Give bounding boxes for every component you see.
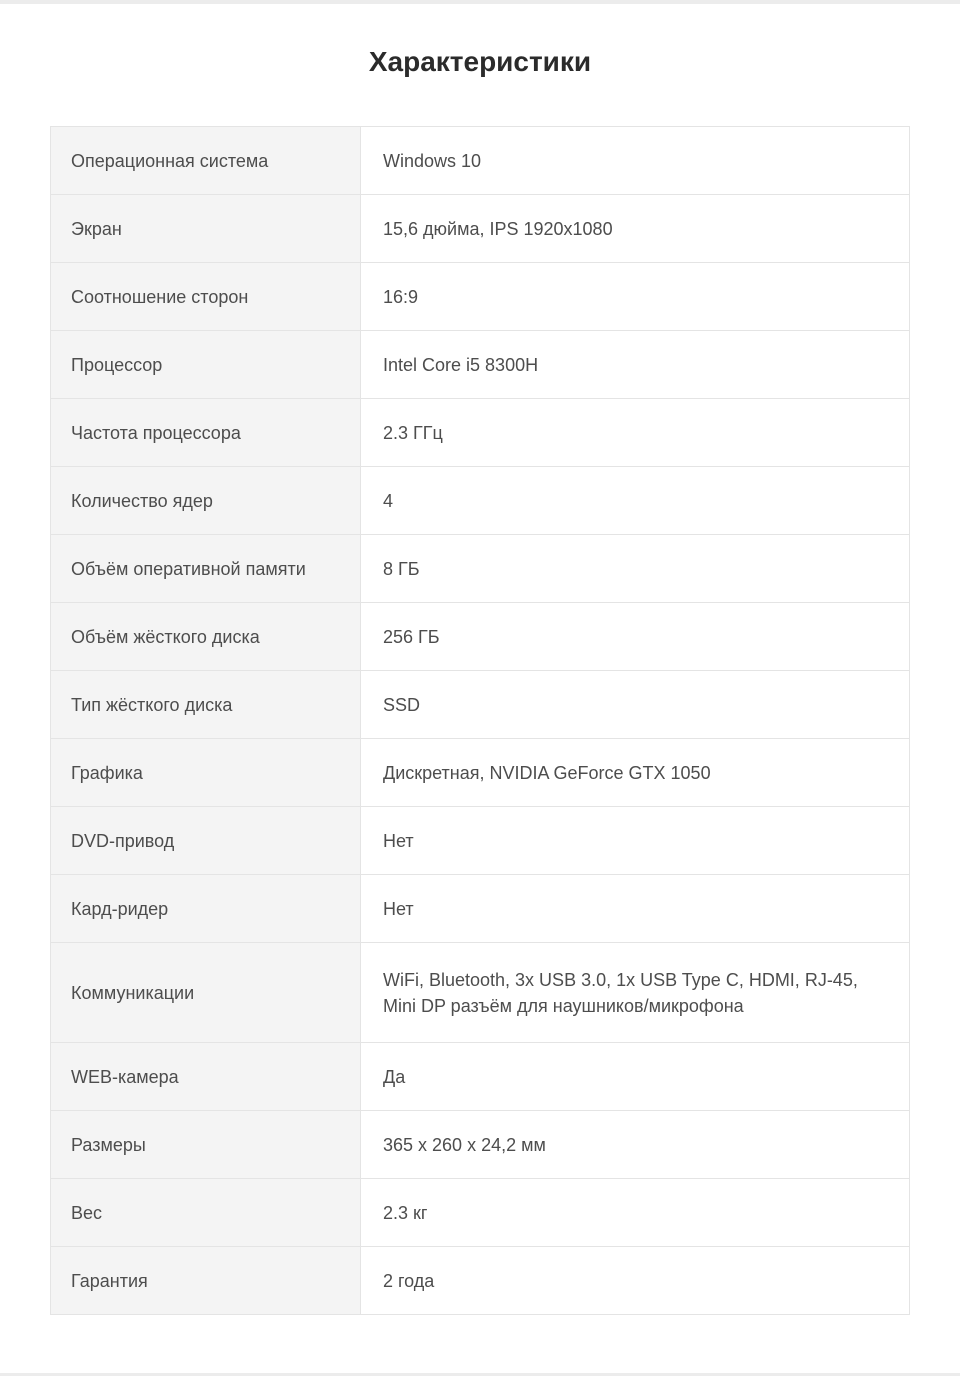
spec-row-os	[51, 127, 910, 195]
spec-row-dvd	[51, 807, 910, 875]
spec-label: Размеры	[51, 1111, 361, 1179]
spec-value: WiFi, Bluetooth, 3x USB 3.0, 1x USB Type C, HDMI, RJ-45, Mini DP разъём для наушников/микрофона	[361, 943, 910, 1043]
spec-label: Графика	[51, 739, 361, 807]
spec-label: Тип жёсткого диска	[51, 671, 361, 739]
spec-row-processor	[51, 331, 910, 399]
spec-row-cpu-frequency	[51, 399, 910, 467]
spec-label: Операционная система	[51, 127, 361, 195]
spec-label: Процессор	[51, 331, 361, 399]
spec-value: Нет	[361, 807, 910, 875]
top-divider	[0, 0, 960, 4]
spec-label: Кард-ридер	[51, 875, 361, 943]
spec-value: 15,6 дюйма, IPS 1920x1080	[361, 195, 910, 263]
spec-value: SSD	[361, 671, 910, 739]
specs-table	[50, 126, 910, 1315]
spec-label: DVD-привод	[51, 807, 361, 875]
spec-label: Объём жёсткого диска	[51, 603, 361, 671]
spec-value: Windows 10	[361, 127, 910, 195]
spec-row-ram	[51, 535, 910, 603]
spec-value: 2.3 ГГц	[361, 399, 910, 467]
spec-value: 4	[361, 467, 910, 535]
spec-label: Соотношение сторон	[51, 263, 361, 331]
spec-value: 2.3 кг	[361, 1179, 910, 1247]
spec-value: Intel Core i5 8300H	[361, 331, 910, 399]
spec-value: 2 года	[361, 1247, 910, 1315]
spec-label: Объём оперативной памяти	[51, 535, 361, 603]
spec-row-screen	[51, 195, 910, 263]
spec-row-communications	[51, 943, 910, 1043]
spec-row-warranty	[51, 1247, 910, 1315]
spec-label: WEB-камера	[51, 1043, 361, 1111]
spec-label: Вес	[51, 1179, 361, 1247]
spec-row-weight	[51, 1179, 910, 1247]
spec-row-webcam	[51, 1043, 910, 1111]
spec-label: Частота процессора	[51, 399, 361, 467]
spec-label: Коммуникации	[51, 943, 361, 1043]
spec-row-storage-type	[51, 671, 910, 739]
spec-value: 8 ГБ	[361, 535, 910, 603]
spec-value: Да	[361, 1043, 910, 1111]
spec-row-storage-size	[51, 603, 910, 671]
page-title: Характеристики	[368, 46, 592, 77]
spec-value: 16:9	[361, 263, 910, 331]
spec-label: Количество ядер	[51, 467, 361, 535]
spec-label: Гарантия	[51, 1247, 361, 1315]
spec-row-dimensions	[51, 1111, 910, 1179]
spec-value: 256 ГБ	[361, 603, 910, 671]
spec-label: Экран	[51, 195, 361, 263]
spec-row-graphics	[51, 739, 910, 807]
spec-value: Дискретная, NVIDIA GeForce GTX 1050	[361, 739, 910, 807]
spec-row-cores	[51, 467, 910, 535]
spec-row-card-reader	[51, 875, 910, 943]
spec-value: Нет	[361, 875, 910, 943]
spec-row-aspect-ratio	[51, 263, 910, 331]
spec-value: 365 x 260 x 24,2 мм	[361, 1111, 910, 1179]
